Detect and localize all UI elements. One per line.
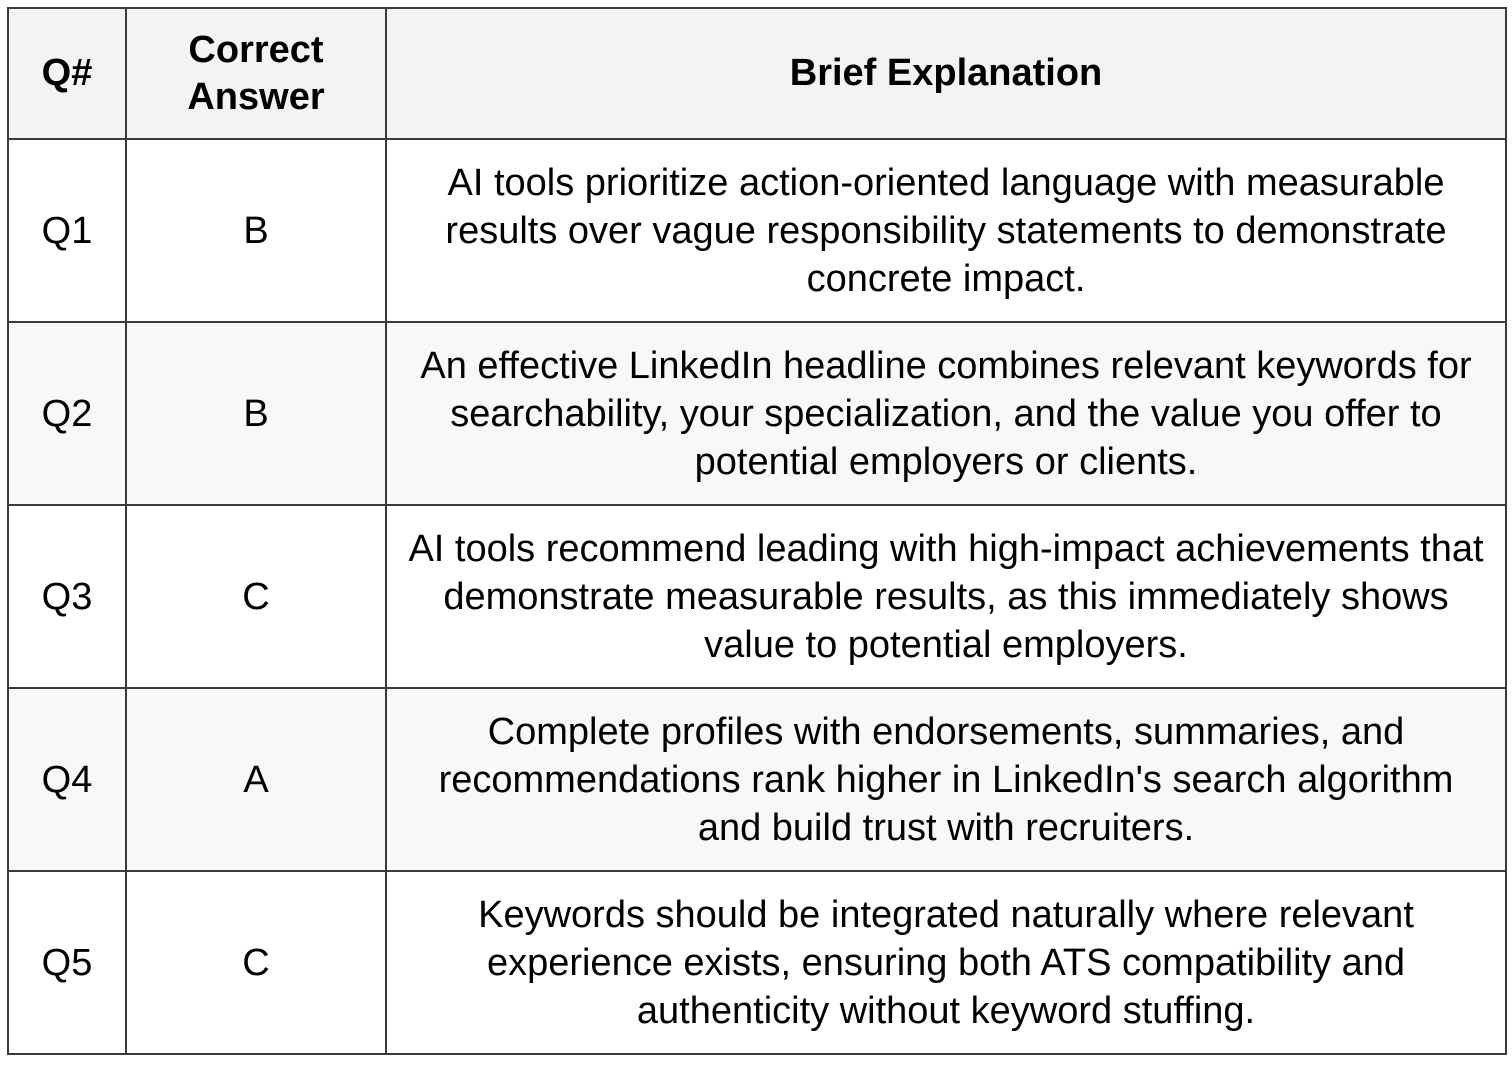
header-brief-explanation: Brief Explanation [386,8,1506,139]
correct-answer-cell: B [126,322,386,505]
table-row [8,139,1506,322]
explanation-cell: AI tools recommend leading with high-impact achievements that demonstrate measurable results, as this immediately shows value to potential employers. [386,505,1506,688]
table-row [8,505,1506,688]
question-number-cell: Q1 [8,139,126,322]
header-row [8,8,1506,139]
table-header [8,8,1506,139]
explanation-cell: Complete profiles with endorsements, summaries, and recommendations rank higher in LinkedIn's search algorithm and build trust with recruiters. [386,688,1506,871]
explanation-cell: AI tools prioritize action-oriented language with measurable results over vague responsibility statements to demonstrate concrete impact. [386,139,1506,322]
correct-answer-cell: C [126,505,386,688]
header-question-number: Q# [8,8,126,139]
answer-key-table [7,7,1507,1055]
question-number-cell: Q4 [8,688,126,871]
header-correct-answer-line1: Correct [188,28,324,71]
table-row [8,688,1506,871]
question-number-cell: Q2 [8,322,126,505]
correct-answer-cell: A [126,688,386,871]
table-body [8,139,1506,1054]
header-correct-answer [126,8,386,139]
header-correct-answer-line2: Answer [187,75,325,118]
table-row [8,871,1506,1054]
table-row [8,322,1506,505]
question-number-cell: Q5 [8,871,126,1054]
explanation-cell: An effective LinkedIn headline combines relevant keywords for searchability, your specialization, and the value you offer to potential employers or clients. [386,322,1506,505]
correct-answer-cell: B [126,139,386,322]
question-number-cell: Q3 [8,505,126,688]
correct-answer-cell: C [126,871,386,1054]
explanation-cell: Keywords should be integrated naturally where relevant experience exists, ensuring both ATS compatibility and authenticity without keyword stuffing. [386,871,1506,1054]
